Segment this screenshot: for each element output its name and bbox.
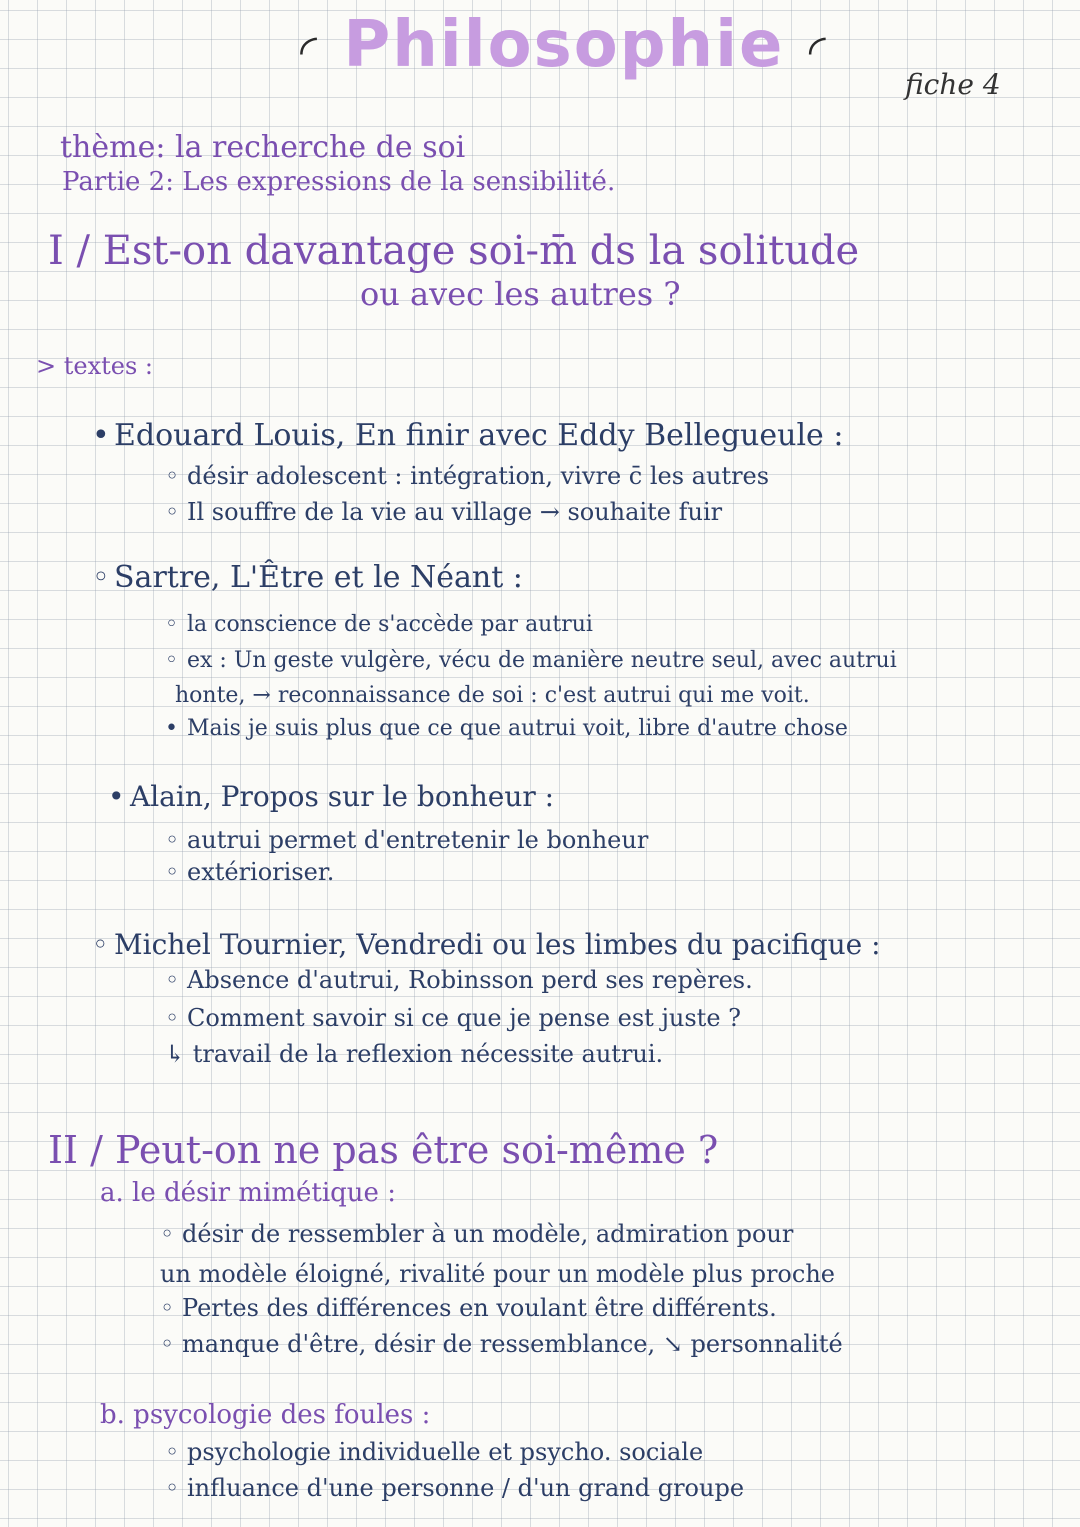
block-line: ↳ travail de la reflexion nécessite autrui. [165, 1040, 664, 1068]
subsection-line: ◦ Pertes des différences en voulant être différents. [160, 1294, 777, 1322]
subsection-line: ◦ manque d'être, désir de ressemblance, ↘ personnalité [160, 1330, 843, 1358]
subsection-line: ◦ désir de ressembler à un modèle, admiration pour [160, 1220, 794, 1248]
subsection-line: ◦ influance d'une personne / d'un grand groupe [165, 1474, 745, 1502]
block-line: ◦ extérioriser. [165, 858, 335, 886]
title-text: Philosophie [343, 8, 785, 82]
section1-heading-line2: ou avec les autres ? [360, 275, 681, 313]
block-line: ◦ Absence d'autrui, Robinsson perd ses repères. [165, 966, 753, 994]
block-title: • Alain, Propos sur le bonheur : [108, 780, 555, 813]
block-title: ◦ Michel Tournier, Vendredi ou les limbes du pacifique : [92, 928, 881, 961]
title-deco-left: ◜ [300, 26, 320, 77]
subsection-a-title: a. le désir mimétique : [100, 1178, 396, 1208]
section1-heading-line1: I / Est-on davantage soi-m̄ ds la solitude [48, 228, 860, 274]
page-title [300, 8, 828, 82]
fiche-number: fiche 4 [905, 68, 1001, 101]
theme-line: thème: la recherche de soi [60, 130, 466, 165]
block-title: • Edouard Louis, En finir avec Eddy Bellegueule : [92, 418, 844, 453]
block-line: ◦ Il souffre de la vie au village → souhaite fuir [165, 498, 723, 526]
section2-heading: II / Peut-on ne pas être soi-même ? [48, 1128, 719, 1172]
block-line: ◦ la conscience de s'accède par autrui [165, 612, 593, 637]
subsection-line: ◦ psychologie individuelle et psycho. sociale [165, 1438, 704, 1466]
block-line: ◦ Comment savoir si ce que je pense est juste ? [165, 1004, 742, 1032]
block-title: ◦ Sartre, L'Être et le Néant : [92, 560, 523, 595]
block-line: ◦ désir adolescent : intégration, vivre c̄ les autres [165, 462, 770, 490]
partie-line: Partie 2: Les expressions de la sensibilité. [62, 167, 616, 197]
subsection-line: un modèle éloigné, rivalité pour un modèle plus proche [160, 1260, 835, 1288]
subsection-b-title: b. psycologie des foules : [100, 1400, 431, 1430]
title-deco-right: ◜ [808, 26, 828, 77]
block-line: • Mais je suis plus que ce que autrui voit, libre d'autre chose [165, 716, 848, 741]
block-line: ◦ ex : Un geste vulgère, vécu de manière neutre seul, avec autrui [165, 648, 897, 673]
textes-label: > textes : [36, 352, 153, 380]
block-line: ◦ autrui permet d'entretenir le bonheur [165, 826, 649, 854]
block-line: honte, → reconnaissance de soi : c'est autrui qui me voit. [175, 683, 810, 708]
